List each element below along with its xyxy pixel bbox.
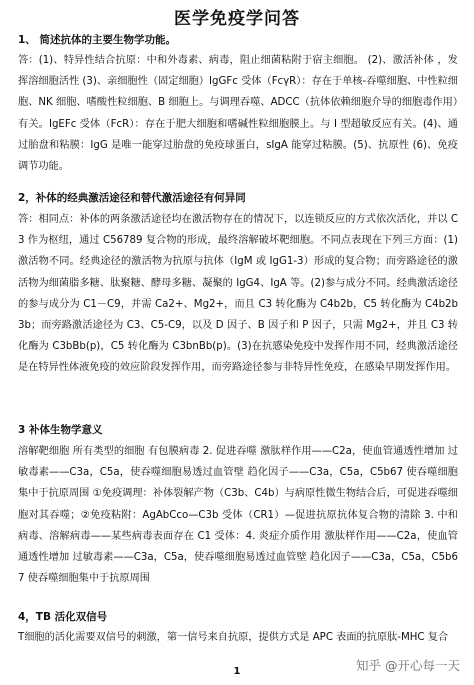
section-4-heading: 4，TB 活化双信号: [18, 611, 108, 623]
section-2-body: 答：相同点：补体的两条激活途径均在激活物存在的情况下，以连锁反应的方式依次活化，并以 C3 作为枢纽，通过 C56789 复合物的形成，最终溶解破坏靶细胞。不同点表现在下列三方面：(1)激活物不同。经典途径的激活物为抗原与抗体（IgM 或 IgG1-3）形成的复合物；而旁路途径的激活物为细菌脂多糖、肽聚糖、酵母多糖、凝聚的 IgG4、IgA 等。(2)参与成分不同。经典激活途径的参与成分为 C1－C9，并需 Ca2+、Mg2+，而且 C3 转化酶为 C4b2b，C5 转化酶为 C4b2b3b；而旁路激活途径为 C3、C5-C9，以及 D 因子、B 因子和 P 因子，只需 Mg2+，并且 C3 转化酶为 C3bBb(p)，C5 转化酶为 C3bnBb(p)。(3)在抗感染免疫中发挥作用不同，经典激活途径是在特异性体液免疫的效应阶段发挥作用，而旁路途径参与非特异性免疫，在感染早期发挥作用。: [18, 214, 458, 374]
section-1-heading: 1、 简述抗体的主要生物学功能。: [18, 34, 176, 46]
section-3-body: 溶解靶细胞 所有类型的细胞 有包膜病毒 2. 促进吞噬 激肽样作用——C2a，使血管通透性增加 过敏毒素——C3a，C5a，使吞噬细胞易透过血管壁 趋化因子——C3a，C5a，C5b67 使吞噬细胞集中于抗原周围 ①免疫调理：补体裂解产物（C3b、C4b）与病原性微生物结合后，可促进吞噬细胞对其吞噬；②免疫粘附：AgAbCco—C3b 受体（CR1）—促进抗原抗体复合物的清除 3. 中和病毒、溶解病毒——某些病毒表面存在 C1 受体：4. 炎症介质作用 激肽样作用——C2a，使血管通透性增加 过敏毒素——C3a，C5a，使吞噬细胞易透过血管壁 趋化因子——C3a，C5a，C5b67 使吞噬细胞集中于抗原周围: [18, 446, 458, 585]
page-number: 1: [233, 666, 241, 677]
document-title: 医学免疫学问答: [174, 9, 300, 29]
watermark: 知乎 @开心每一天: [352, 655, 464, 675]
section-4-body: T细胞的活化需要双信号的刺激，第一信号来自抗原，提供方式是 APC 表面的抗原肽-MHC 复合: [18, 632, 449, 643]
section-1-body: 答：(1)、特异性结合抗原：中和外毒素、病毒，阻止细菌粘附于宿主细胞。 (2)、激活补体 ，发挥溶细胞活性 (3)、亲细胞性（固定细胞）IgGFc 受体（FcγR）：存在于单核-吞噬细胞、中性粒细胞、NK 细胞、嗜酸性粒细胞、B 细胞上。与调理吞噬、ADCC（抗体依赖细胞介导的细胞毒作用）有关。IgEFc 受体（FcR）：存在于肥大细胞和嗜碱性粒细胞膜上。与 I 型超敏反应有关。(4)、通过胎盘和粘膜：IgG 是唯一能穿过胎盘的免疫球蛋白，sIgA 能穿过粘膜。(5)、抗原性 (6)、免疫调节功能。: [18, 55, 458, 173]
section-3-heading: 3 补体生物学意义: [18, 424, 103, 436]
section-2-heading: 2，补体的经典激活途径和替代激活途径有何异同: [18, 192, 246, 204]
